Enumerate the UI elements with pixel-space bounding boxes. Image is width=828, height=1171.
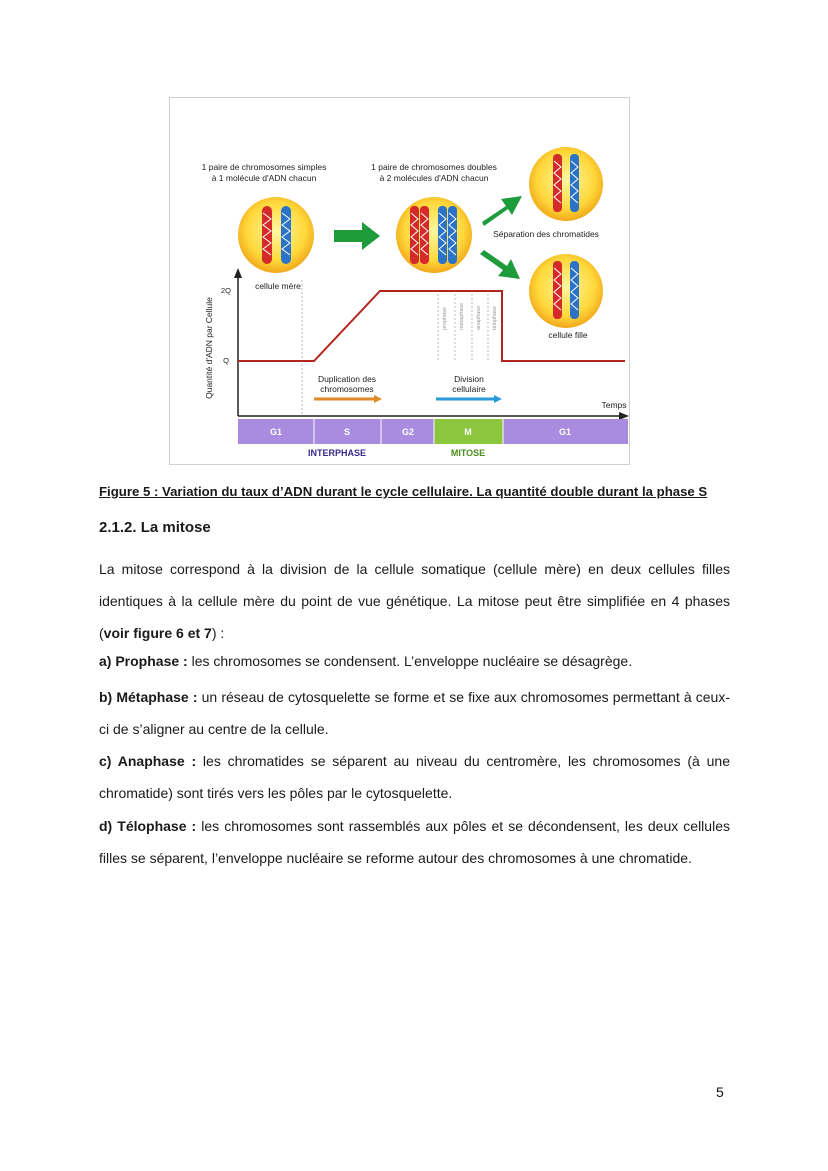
dna-cycle-figure	[169, 97, 630, 465]
top-mid-label-2: à 2 molécules d'ADN chacun	[379, 173, 489, 183]
mitosis-phase-label: anaphase	[476, 305, 482, 330]
phase-label-g1-end: G1	[558, 427, 572, 437]
anaphase-paragraph	[99, 745, 730, 809]
division-label-2: cellulaire	[452, 384, 486, 394]
duplication-label-2: chromosomes	[320, 384, 374, 394]
duplication-label-1: Duplication des	[317, 374, 377, 384]
daughter-cell-top	[529, 147, 603, 221]
x-axis-label: Temps	[601, 400, 627, 410]
division-arrow	[436, 395, 502, 403]
telophase-label: d) Télophase :	[99, 818, 197, 834]
metaphase-label: b) Métaphase :	[99, 689, 198, 705]
division-label-1: Division	[454, 374, 484, 384]
phase-label-s: S	[343, 427, 351, 437]
metaphase-text: un réseau de cytosquelette se forme et se fixe aux chromosomes permettant à ceux-ci de s’aligner au centre de la cellule.	[99, 689, 731, 737]
prophase-paragraph	[99, 645, 730, 677]
tick-q: Q	[223, 356, 229, 365]
mother-cell	[238, 197, 314, 273]
phase-label-m: M	[464, 427, 472, 437]
intro-paragraph	[99, 553, 730, 649]
separation-label: Séparation des chromatides	[493, 229, 599, 239]
intro-bold: voir figure 6 et 7	[103, 625, 212, 641]
mitose-label: MITOSE	[450, 448, 486, 458]
mitosis-phase-label: métaphase	[459, 302, 465, 330]
section-heading: 2.1.2. La mitose	[99, 519, 211, 536]
anaphase-label: c) Anaphase :	[99, 753, 197, 769]
prophase-text: les chromosomes se condensent. L’enveloppe nucléaire se désagrège.	[187, 653, 633, 669]
anaphase-text: les chromatides se séparent au niveau du centromère, les chromosomes (à une chromatide) sont tirés vers les pôles par le cytosquelette.	[99, 753, 730, 801]
green-arrow-down	[480, 250, 520, 279]
green-arrow-up	[482, 196, 522, 226]
tick-2q: 2Q	[220, 286, 232, 295]
figure-caption: Figure 5 : Variation du taux d’ADN durant le cycle cellulaire. La quantité double durant la phase S	[99, 484, 708, 499]
mitosis-phase-label: télophase	[492, 306, 498, 330]
cellule-fille-label: cellule fille	[548, 330, 588, 340]
intro-end: ) :	[211, 625, 225, 641]
interphase-label: INTERPHASE	[307, 448, 367, 458]
y-axis-label: Quantité d'ADN par Cellule	[204, 297, 214, 399]
intro-text: La mitose correspond à la division de la cellule somatique (cellule mère) en deux cellules filles identiques à la cellule mère du point de vue génétique. La mitose peut être simplifiée en 4 phases (	[99, 561, 730, 641]
top-left-label-1: 1 paire de chromosomes simples	[201, 162, 327, 172]
metaphase-paragraph	[99, 681, 730, 745]
duplication-arrow	[314, 395, 382, 403]
phase-separators	[302, 280, 488, 416]
duplicated-cell	[396, 197, 472, 273]
page-number: 5	[716, 1084, 724, 1100]
mitosis-phase-label: prophase	[442, 307, 448, 330]
phase-label-g1: G1	[269, 427, 283, 437]
top-left-label-2: à 1 molécule d'ADN chacun	[211, 173, 317, 183]
green-arrow-right	[334, 222, 380, 250]
daughter-cell-bottom	[529, 254, 603, 328]
top-mid-label-1: 1 paire de chromosomes doubles	[371, 162, 497, 172]
phase-label-g2: G2	[401, 427, 415, 437]
telophase-text: les chromosomes sont rassemblés aux pôles et se décondensent, les deux cellules filles se séparent, l’enveloppe nucléaire se reforme autour des chromosomes à une chromatide.	[99, 818, 730, 866]
prophase-label: a) Prophase :	[99, 653, 188, 669]
cellule-mere-label: cellule mère	[255, 281, 301, 291]
telophase-paragraph	[99, 810, 730, 874]
